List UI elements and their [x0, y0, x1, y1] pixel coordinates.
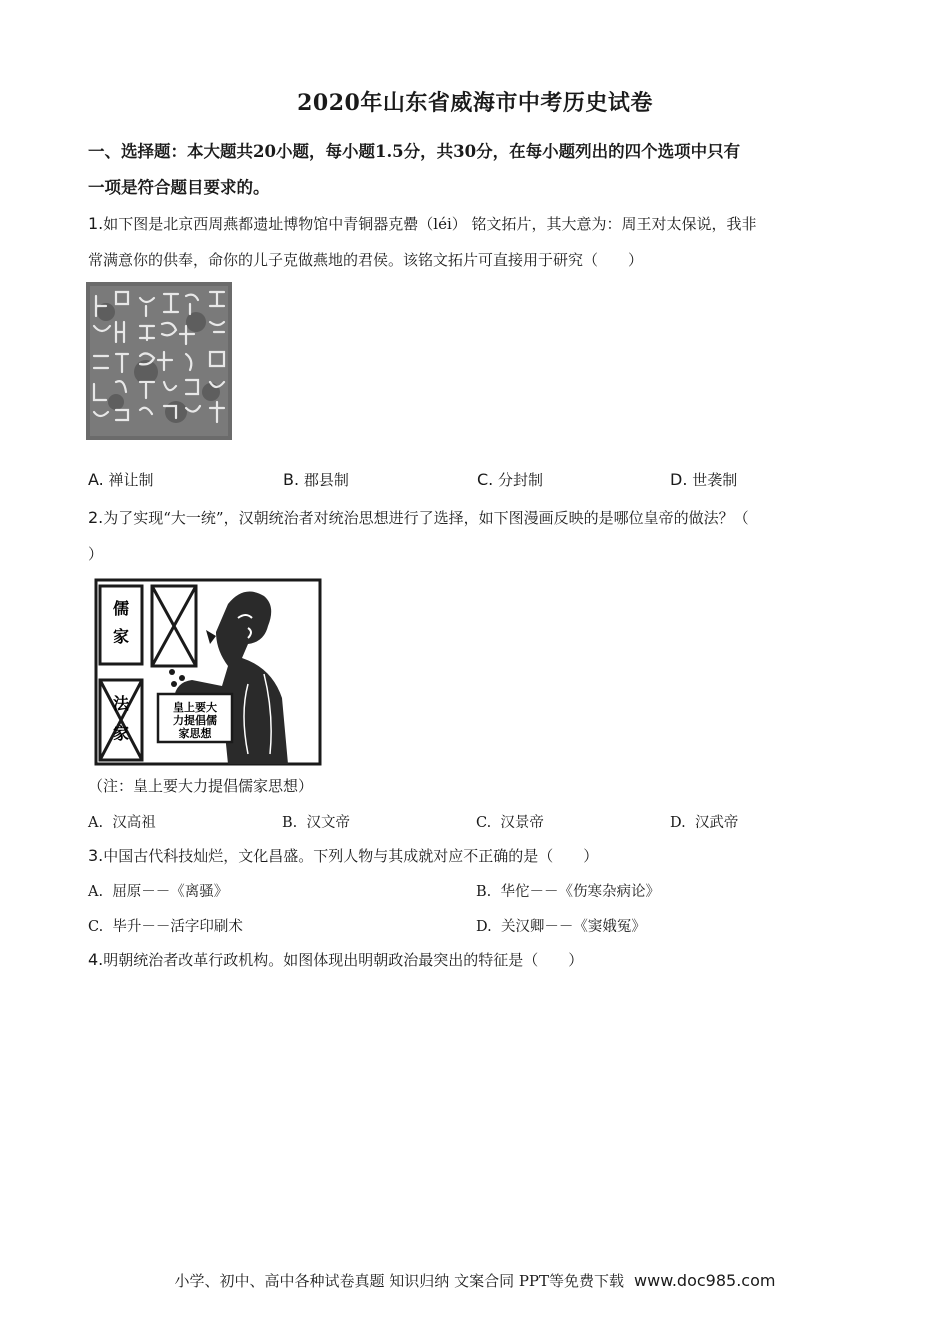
page-title: 2020年山东省威海市中考历史试卷: [297, 90, 653, 116]
question-1-line-2: 常满意你的供奉，命你的儿子克做燕地的君侯。该铭文拓片可直接用于研究（ ）: [88, 251, 644, 269]
question-3-option-c[interactable]: C. 毕升－－活字印刷术: [88, 919, 243, 935]
question-3: [88, 838, 863, 874]
question-2-stem: 为了实现“大一统”，汉朝统治者对统治思想进行了选择，如下图漫画反映的是哪位皇帝的做法？（: [103, 509, 749, 527]
cartoon-sign-line-1: 皇上要大: [173, 701, 217, 714]
confucianism-cartoon: [88, 574, 328, 768]
question-1-option-c[interactable]: C. 分封制: [477, 470, 544, 489]
question-1-option-b[interactable]: B. 郡县制: [283, 470, 349, 489]
cartoon-box-fa-1: 法: [112, 694, 130, 713]
question-2: [88, 500, 863, 572]
bronze-inscription-rubbing: [86, 282, 232, 440]
page-footer: [0, 1270, 950, 1291]
section-heading-line-2: 一项是符合题目要求的。: [88, 178, 270, 197]
cartoon-caption: （注：皇上要大力提倡儒家思想）: [88, 777, 314, 795]
question-2-option-a[interactable]: A. 汉高祖: [88, 815, 156, 831]
question-2-option-c[interactable]: C. 汉景帝: [476, 815, 544, 831]
question-3-line-1: [88, 838, 863, 874]
question-2-option-b[interactable]: B. 汉文帝: [282, 815, 350, 831]
question-1-number: 1.: [88, 214, 104, 233]
question-3-option-b[interactable]: B. 华佗－－《伤寒杂病论》: [476, 884, 660, 900]
footer-url-link[interactable]: www.doc985.com: [634, 1271, 776, 1290]
question-3-option-d[interactable]: D. 关汉卿－－《窦娥冤》: [476, 919, 646, 935]
question-4: [88, 942, 863, 978]
section-heading-line-1: 一、选择题：本大题共20小题，每小题1.5分，共30分，在每小题列出的四个选项中只有: [88, 142, 741, 161]
question-3-option-a[interactable]: A. 屈原－－《离骚》: [88, 884, 229, 900]
question-1-stem: 如下图是北京西周燕都遗址博物馆中青铜器克罍（léi） 铭文拓片，其大意为：周王对太保说，我非: [103, 215, 757, 233]
cartoon-box-ru-1: 儒: [112, 599, 130, 618]
question-1-line-1: [88, 206, 863, 242]
question-1-option-a[interactable]: A. 禅让制: [88, 470, 154, 489]
question-2-number: 2.: [88, 508, 104, 527]
question-4-line-1: [88, 942, 863, 978]
cartoon-sign-line-3: 家思想: [178, 727, 212, 740]
question-3-stem: 中国古代科技灿烂，文化昌盛。下列人物与其成就对应不正确的是（ ）: [103, 847, 599, 865]
cartoon-sign-line-2: 力提倡儒: [173, 714, 217, 727]
question-2-line-2: ）: [88, 545, 104, 563]
question-2-option-d[interactable]: D. 汉武帝: [670, 815, 739, 831]
footer-text: 小学、初中、高中各种试卷真题 知识归纳 文案合同 PPT等免费下载: [174, 1272, 625, 1290]
question-1: [88, 206, 863, 278]
question-2-line-1: [88, 500, 863, 536]
section-heading: [88, 134, 863, 206]
question-3-number: 3.: [88, 846, 104, 865]
cartoon-box-fa-2: 家: [112, 724, 130, 743]
question-4-number: 4.: [88, 950, 104, 969]
question-1-option-d[interactable]: D. 世袭制: [670, 470, 738, 489]
cartoon-box-ru-2: 家: [112, 627, 130, 646]
question-4-stem: 明朝统治者改革行政机构。如图体现出明朝政治最突出的特征是（ ）: [103, 951, 584, 969]
